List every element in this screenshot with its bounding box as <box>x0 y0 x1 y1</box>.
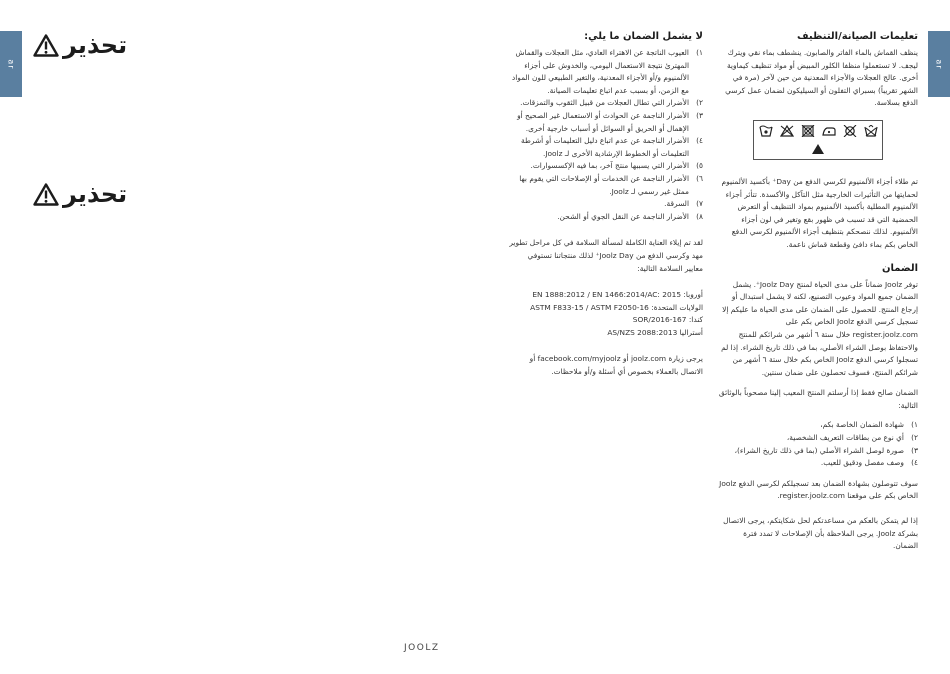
warning-label: تحذير <box>63 31 128 59</box>
warning-triangle-icon <box>33 183 59 206</box>
warranty-valid-text: الضمان صالح فقط إذا أرسلتم المنتج المعيب إلينا مصحوباً بالوثائق التالية: <box>718 388 918 410</box>
warranty-certificate-text: سوف تتوصلون بشهادة الضمان بعد تسجيلكم لكرسي الدفع Joolz الخاص بكم على موقعنا register.joolz.com. <box>719 478 918 501</box>
aluminium-care-text: تم طلاء أجزاء الألمنيوم لكرسي الدفع من Day⁺ بأكسيد الألمنيوم لحمايتها من التأثيرات الخارجية مثل التآكل والأكسدة. تتأثر أجزاء الألمنيوم المطلية بأكسيد الألمنيوم بمواد التنظيف أو التعرض الحمضية التي قد تسبب في ظهور بقع وتغير في لون أجزاء الألمنيوم. لذلك ننصحكم بتنظيف أجزاء الألمنيوم لكرسي الدفع الخاص بكم بماء دافئ وقطعة قماش ناعمة. <box>721 176 918 249</box>
list-item: ١) العيوب الناتجة عن الاهتراء العادي، مثل العجلات والقماش المهترئ نتيجة الاستعمال اليومي، والخدوش على أجزاء الألمنيوم و/أو الأجزاء المعدنية، والتغير الطبيعي للون المواد مع الزمن، أو بسبب عدم اتباع تعليمات الصيانة. <box>511 48 703 95</box>
joolz-logo: JOOLZ <box>404 643 440 653</box>
warning-heading-bottom <box>33 180 127 208</box>
warranty-closing-text: إذا لم يتمكن بالعكم من مساعدتكم لحل شكايتكم، يرجى الاتصال بشركة Joolz. يرجى الملاحظة بأن الإصلاحات لا تمدد فترة الضمان. <box>723 516 918 551</box>
warranty-docs-list <box>718 419 918 469</box>
standard-eu: أوروبا: EN 1888:2012 / EN 1466:2014/AC: 2015 <box>532 290 703 300</box>
not-covered-title: لا يشمل الضمان ما يلي: <box>584 31 703 42</box>
iron-low-icon <box>822 125 836 137</box>
list-item: ٦) الأضرار الناجمة عن الخدمات أو الإصلاحات التي يقوم بها ممثل غير رسمي لـ Joolz. <box>519 173 703 196</box>
wash-30-icon <box>759 125 773 137</box>
no-tumble-dry-icon <box>801 125 815 137</box>
not-covered-list <box>508 47 703 223</box>
warning-heading-top <box>33 31 127 59</box>
warning-triangle-icon <box>33 34 59 57</box>
warning-label: تحذير <box>63 180 128 208</box>
maintenance-section <box>718 30 918 560</box>
list-item: ٤) الأضرار الناجمة عن عدم اتباع دليل التعليمات أو أشرطة التعليمات أو الخطوط الإرشادية الأخرى لـ Joolz. <box>521 136 703 158</box>
dry-shade-icon <box>811 143 825 155</box>
standard-au: أستراليا AS/NZS 2088:2013 <box>607 327 703 337</box>
list-item: ٣) صورة لوصل الشراء الأصلي (بما في ذلك تاريخ الشراء)، <box>734 445 918 455</box>
standard-ca: كندا: SOR/2016-167 <box>632 315 703 325</box>
list-item: ٢) أي نوع من بطاقات التعريف الشخصية، <box>786 433 918 443</box>
care-symbols-box <box>753 120 883 160</box>
safety-standards <box>508 289 703 339</box>
list-item: ٣) الأضرار الناجمة عن الحوادث أو الاستعمال غير الصحيح أو الإهمال أو الحريق أو السوائل أو أسباب خارجية أخرى. <box>517 110 703 133</box>
warranty-title: الضمان <box>881 262 918 274</box>
list-item: ٤) وصف مفصل ودقيق للعيب. <box>820 458 918 468</box>
list-item: ١) شهادة الضمان الخاصة بكم، <box>820 420 918 430</box>
maintenance-intro: ينظف القماش بالماء الفاتر والصابون. ينشطف بماء نقي ويترك ليجف. لا تستعملوا منظفا الكلور المبيض أو مواد تنظيف كيماوية أخرى. عالج العجلات والأجزاء المعدنية من حين لآخر (مرة في الشهر تقريباً) بسبراي التفلون أو السيليكون لضمان عمل كرسي الدفع بسلاسة. <box>725 48 918 108</box>
contact-text: يرجى زيارة joolz.com أو facebook.com/myjoolz أو الاتصال بالعملاء بخصوص أي أسئلة و/أو ملاحظات. <box>529 354 703 377</box>
list-item: ٨) الأضرار الناجمة عن النقل الجوي أو الشحن. <box>557 211 703 221</box>
language-tab-left: ar <box>0 31 22 97</box>
standard-us: الولايات المتحدة: ASTM F833-15 / ASTM F2050-16 <box>530 302 703 312</box>
safety-statement: لقد تم إيلاء العناية الكاملة لمسألة السلامة في كل مراحل تطوير مهد وكرسي الدفع من Joolz Day⁺ لذلك منتجاتنا تستوفي معايير السلامة التالية: <box>509 238 703 273</box>
list-item: ٥) الأضرار التي يسببها منتج آخر، بما فيه الإكسسوارات. <box>530 161 703 171</box>
no-dry-clean-icon <box>843 125 857 137</box>
list-item: ٢) الأضرار التي تطال العجلات من قبيل الثقوب والتمزقات. <box>520 98 703 108</box>
no-bleach-icon <box>780 125 794 137</box>
list-item: ٧) السرقة. <box>664 199 703 209</box>
not-covered-section <box>508 30 703 386</box>
maintenance-title: تعليمات الصيانة/التنظيف <box>797 31 918 42</box>
no-wring-icon <box>864 125 878 137</box>
language-tab-right: ar <box>928 31 950 97</box>
warranty-body: توفر Joolz ضماناً على مدى الحياة لمنتج Joolz Day⁺. يشمل الضمان جميع المواد وعيوب التصنيع، لكنه لا يشمل استبدال أو إرجاع المنتج. للحصول على الضمان على مدى الحياة ما عليكم إلا تسجيل كرسي الدفع Joolz الخاص بكم على register.joolz.com خلال ستة ٦ أشهر من شرائكم للمنتج والاحتفاظ بوصل الشراء الأصلي، بما في ذلك تاريخ الشراء. إذا لم تسجلوا كرسي الدفع Joolz الخاص بكم خلال ستة ٦ أشهر من شرائكم المنتج، فسوف تحصلون على ضمان سنتين. <box>721 279 918 377</box>
